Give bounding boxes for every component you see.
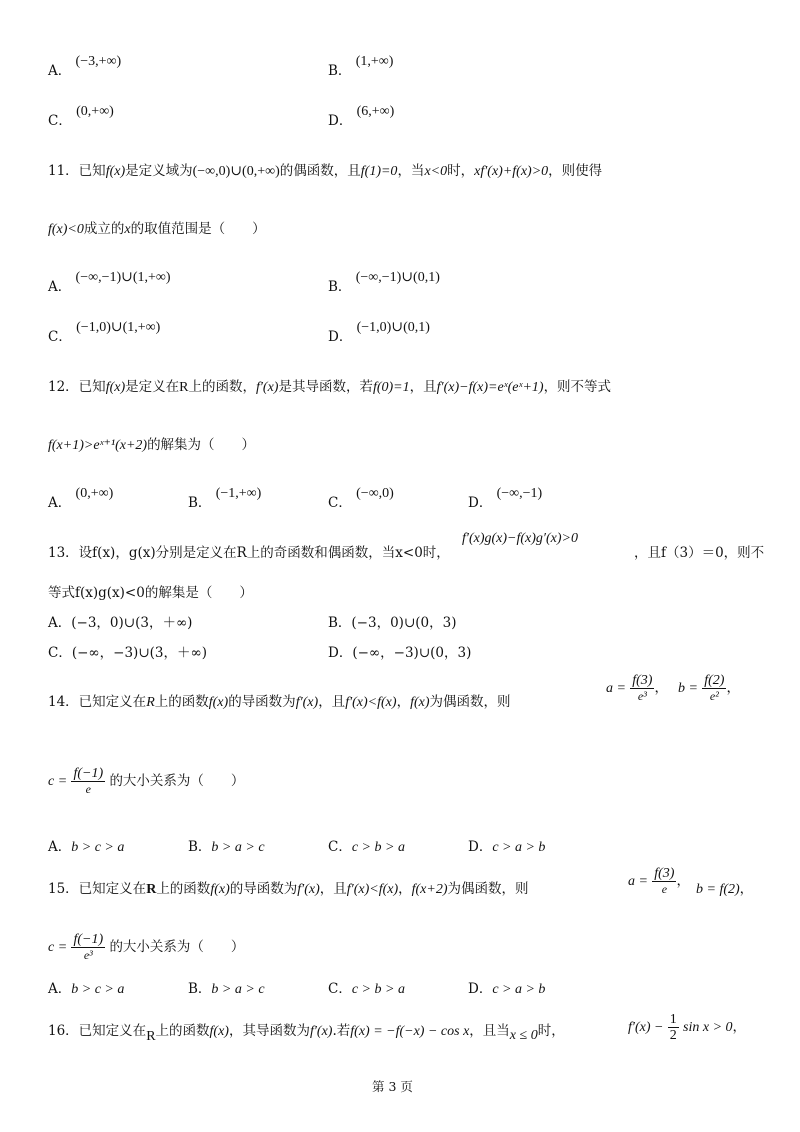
text: 上的函数，	[188, 379, 256, 395]
text: ，其导函数为	[228, 1023, 310, 1039]
text: 是定义在	[125, 379, 180, 395]
math: R	[146, 882, 157, 897]
option-math: b > a > c	[211, 982, 265, 997]
q14-stem-line1	[48, 693, 511, 712]
math: f(1)=0	[360, 164, 398, 179]
option-letter: A．	[48, 495, 72, 511]
math: a =	[628, 874, 648, 889]
option-letter: D．	[328, 113, 353, 129]
q14-option-b	[188, 838, 265, 857]
question-number: 11．已知	[48, 163, 106, 179]
q13-option-d: D．(−∞，−3)∪(0，3)	[328, 645, 472, 661]
numerator: f(3)	[654, 866, 675, 881]
math: f′(x)	[309, 1024, 333, 1039]
text: 上的函数	[156, 881, 211, 897]
option-math: (0,+∞)	[76, 104, 114, 119]
math: f′(x)	[255, 380, 279, 395]
q12-option-b	[188, 486, 262, 513]
option-letter: C．	[328, 839, 352, 855]
page-number: 第 3 页	[372, 1079, 413, 1094]
q13-option-c: C．(−∞，−3)∪(3，＋∞)	[48, 645, 208, 661]
question-number: 14．已知定义在	[48, 694, 147, 710]
math: x	[124, 222, 131, 237]
math: R	[146, 695, 155, 710]
q13-tail: ，且f（3）＝0，则不	[634, 545, 765, 561]
q14-option-c	[328, 838, 405, 857]
math: f(x)	[105, 164, 126, 179]
text: ，则使得	[548, 163, 603, 179]
text: ，且	[318, 694, 346, 710]
q10-option-d	[328, 104, 395, 131]
option-math: (−∞,−1)	[496, 486, 543, 501]
math: f(x)	[209, 1024, 229, 1039]
option-letter: C．	[328, 495, 352, 511]
math: f(x) = −f(−x) − cos x	[350, 1024, 470, 1039]
denominator: e³	[83, 948, 93, 962]
q15-a-fraction: a = $\frac{f(3)}{e}$ ，	[628, 866, 690, 896]
math: x<0	[424, 164, 448, 179]
q10-option-a	[48, 54, 122, 81]
q14-c-fraction	[48, 766, 244, 797]
option-letter: C．	[48, 329, 72, 345]
math: f(x+1)>eˣ⁺¹(x+2)	[48, 438, 148, 453]
math: f(x+2)	[411, 882, 448, 897]
option-math: (−∞,−1)∪(1,+∞)	[75, 270, 171, 285]
text: 上的函数	[154, 694, 209, 710]
option-math: b > a > c	[211, 840, 265, 855]
text: ，	[398, 881, 412, 897]
q15-option-d	[468, 980, 545, 999]
math: x ≤ 0	[509, 1028, 538, 1043]
numerator: f(2)	[704, 673, 725, 688]
text: 的大小关系为（ ）	[109, 773, 245, 789]
text: ，	[732, 1019, 747, 1035]
text: ，且	[409, 379, 437, 395]
q16-condition-fraction	[628, 1012, 746, 1043]
math: f(x)	[105, 380, 126, 395]
option-math: (1,+∞)	[355, 54, 394, 69]
option-letter: A．	[48, 63, 72, 79]
numerator: f(−1)	[73, 932, 104, 947]
q16-stem-line1	[48, 1022, 565, 1044]
q10-option-c	[48, 104, 114, 131]
math: b = f(2)	[696, 882, 740, 897]
denominator: e²	[709, 689, 719, 703]
q11-option-b	[328, 270, 440, 297]
q12-stem-line1	[48, 378, 611, 397]
option-math: (−∞,−1)∪(0,1)	[355, 270, 440, 285]
q11-stem-line1	[48, 162, 602, 181]
text: 时，	[447, 163, 475, 179]
option-letter: C．	[48, 113, 72, 129]
q11-option-a	[48, 270, 171, 297]
option-letter: D．	[468, 495, 493, 511]
math: f′(x)<f(x)	[346, 882, 399, 897]
option-math: c > a > b	[492, 982, 546, 997]
q15-option-a	[48, 980, 124, 999]
option-letter: B．	[188, 981, 212, 997]
option-letter: B．	[188, 495, 212, 511]
text: 成立的	[83, 221, 125, 237]
question-number: 16．已知定义在	[48, 1023, 147, 1039]
q15-c-fraction	[48, 932, 244, 963]
math: a =	[606, 681, 626, 696]
option-letter: C．	[328, 981, 352, 997]
math: (−∞,0)∪(0,+∞)	[192, 164, 280, 179]
math: f′(x)<f(x)	[345, 695, 397, 710]
text: 的取值范围是（ ）	[130, 221, 266, 237]
text: ，则不等式	[543, 379, 612, 395]
option-math: c > b > a	[351, 982, 405, 997]
math: c =	[48, 940, 68, 955]
text: .若	[332, 1023, 351, 1039]
numerator: f(3)	[632, 673, 653, 688]
q15-b-expr: b = f(2)，	[696, 881, 754, 897]
question-number: 12．已知	[48, 379, 106, 395]
text: ，当	[397, 163, 425, 179]
math: R	[179, 380, 189, 395]
q14-option-a	[48, 838, 124, 857]
text: 的偶函数，且	[279, 163, 361, 179]
text: 是定义域为	[125, 163, 193, 179]
q12-option-d	[468, 486, 543, 513]
q13-stem-line2: 等式f(x)g(x)<0的解集是（ ）	[48, 585, 253, 601]
math: b =	[678, 681, 698, 696]
denominator: 2	[669, 1028, 677, 1043]
q11-stem-line2	[48, 220, 266, 239]
math: c =	[48, 774, 68, 789]
math: f′(x)	[297, 882, 320, 897]
q13-stem-line1	[48, 544, 450, 562]
math: f(x)	[410, 695, 430, 710]
text: ，且	[319, 881, 347, 897]
denominator: e³	[637, 689, 647, 703]
q13-condition: f′(x)g(x)−f(x)g′(x)>0	[462, 531, 578, 546]
math: f′(x)	[295, 695, 319, 710]
text: 上的函数	[155, 1023, 210, 1039]
numerator: 1	[669, 1012, 677, 1027]
q14-b-fraction: b = $\frac{f(2)}{\text{e²}}$ ，	[678, 673, 740, 703]
option-letter: D．	[328, 329, 353, 345]
q15-stem-line1	[48, 880, 529, 899]
option-letter: B．	[328, 63, 352, 79]
q11-option-d	[328, 320, 430, 347]
option-math: b > c > a	[71, 982, 125, 997]
denominator: e	[85, 782, 91, 796]
text: ，且当	[469, 1023, 510, 1039]
option-math: (−∞,0)	[356, 486, 394, 501]
q10-option-b	[328, 54, 394, 81]
text: 的大小关系为（ ）	[109, 939, 245, 955]
option-letter: A．	[48, 981, 72, 997]
q14-option-d	[468, 838, 545, 857]
q12-stem-line2	[48, 436, 255, 455]
q11-option-c	[48, 320, 161, 347]
text: 是其导函数，若	[278, 379, 373, 395]
math: f(0)=1	[372, 380, 410, 395]
q13-option-a: A．(−3，0)∪(3，＋∞)	[48, 615, 193, 631]
q12-option-a	[48, 486, 114, 513]
math: f′(x)−f(x)=eˣ(eˣ+1)	[436, 380, 544, 395]
math: f(x)	[208, 695, 229, 710]
option-math: (−1,0)∪(1,+∞)	[76, 320, 161, 335]
option-letter: A．	[48, 839, 72, 855]
text: 的导函数为	[228, 694, 296, 710]
text: 的解集为（ ）	[147, 437, 256, 453]
option-letter: D．	[468, 839, 493, 855]
option-math: (6,+∞)	[356, 104, 395, 119]
math: f(x)<0	[48, 222, 84, 237]
option-math: (−1,+∞)	[215, 486, 262, 501]
math: sin x > 0	[683, 1020, 733, 1035]
q15-option-b	[188, 980, 265, 999]
numerator: f(−1)	[73, 766, 104, 781]
text: 时，	[537, 1023, 565, 1039]
text: 为偶函数，则	[429, 694, 511, 710]
text: 13．设f(x)，g(x)分别是定义在R上的奇函数和偶函数，当x<0时，	[48, 545, 450, 561]
math: xf′(x)+f(x)>0	[474, 164, 549, 179]
option-letter: B．	[328, 279, 352, 295]
math: f′(x) −	[628, 1020, 664, 1035]
q13-option-b: B．(−3，0)∪(0，3)	[328, 615, 457, 631]
option-math: b > c > a	[71, 840, 125, 855]
option-math: c > b > a	[351, 840, 405, 855]
math: R	[146, 1029, 156, 1044]
option-letter: B．	[188, 839, 212, 855]
option-letter: A．	[48, 279, 72, 295]
text: 为偶函数，则	[447, 881, 529, 897]
text: 的导函数为	[229, 881, 298, 897]
option-math: (−1,0)∪(0,1)	[356, 320, 430, 335]
question-number: 15．已知定义在	[48, 881, 147, 897]
option-math: c > a > b	[492, 840, 546, 855]
option-letter: D．	[468, 981, 493, 997]
option-math: (−3,+∞)	[75, 54, 122, 69]
q15-option-c	[328, 980, 405, 999]
q14-a-fraction: a = $\frac{f(3)}{\text{e³}}$ ，	[606, 673, 668, 703]
option-math: (0,+∞)	[75, 486, 114, 501]
text: ，	[396, 694, 411, 710]
math: f(x)	[210, 882, 230, 897]
q12-option-c	[328, 486, 394, 513]
denominator: e	[661, 882, 668, 896]
